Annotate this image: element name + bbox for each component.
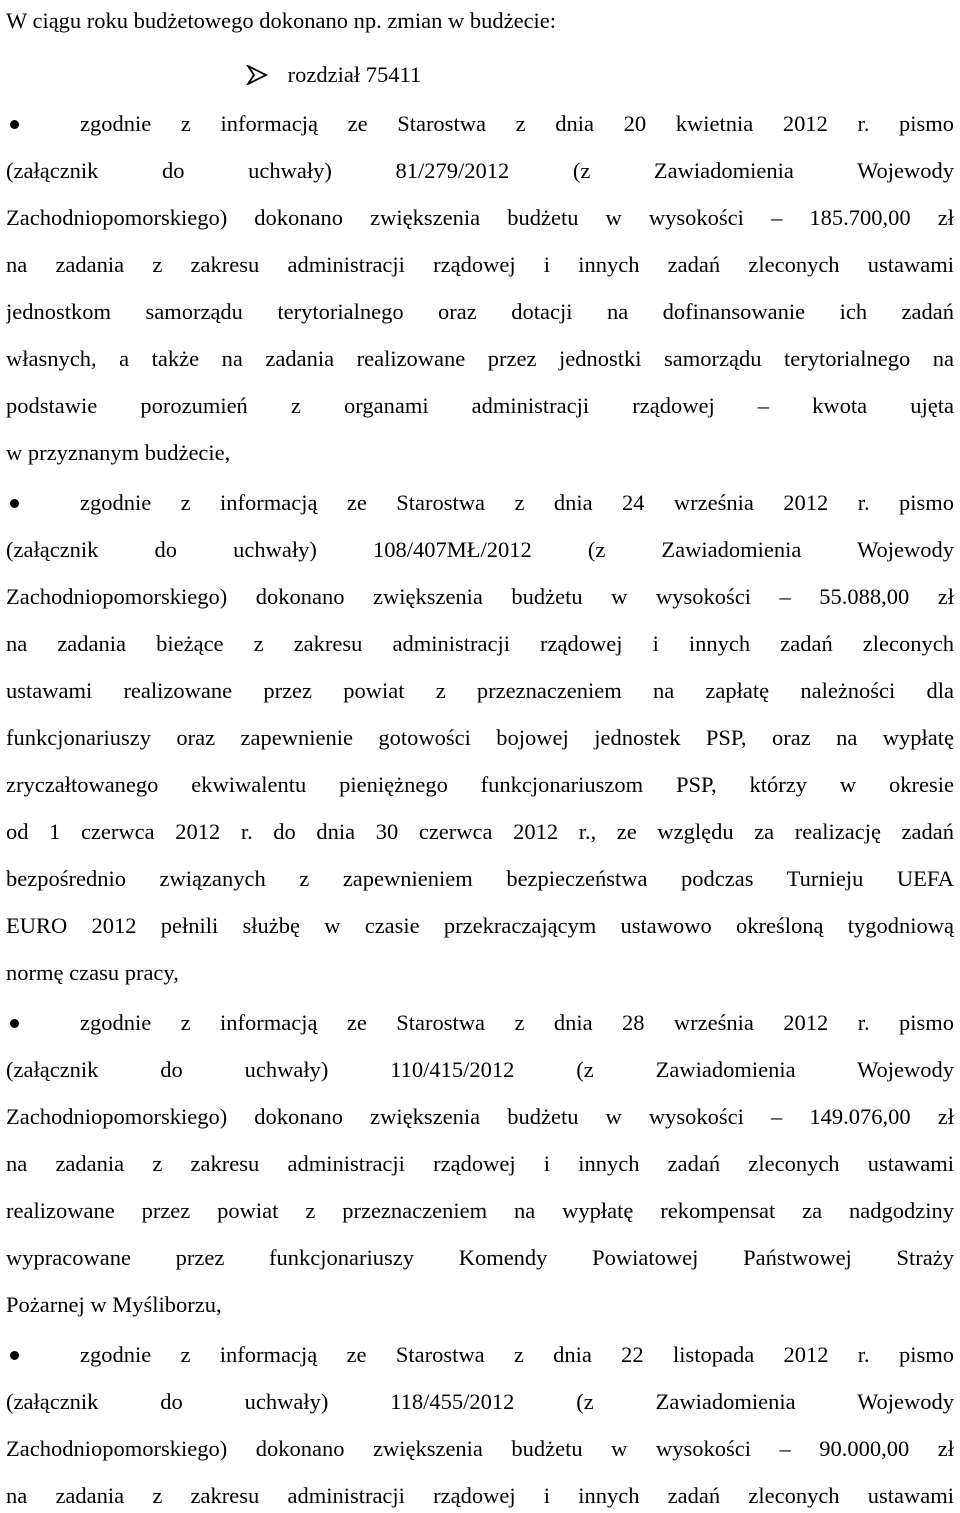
item-line: Zachodniopomorskiego) dokonano zwiększenia budżetu w wysokości – 55.088,00 zł	[6, 584, 954, 609]
intro-text: W ciągu roku budżetowego dokonano np. zmian w budżecie:	[6, 8, 557, 33]
item-line: Zachodniopomorskiego) dokonano zwiększenia budżetu w wysokości – 185.700,00 zł	[6, 205, 954, 230]
bullet-icon	[10, 1019, 19, 1028]
item-line: EURO 2012 pełnili służbę w czasie przekraczającym ustawowo określoną tygodniową	[6, 913, 954, 938]
section-label: rozdział 75411	[287, 62, 422, 87]
item-line: zgodnie z informacją ze Starostwa z dnia 22 listopada 2012 r. pismo	[80, 1342, 954, 1367]
item-line: ustawami realizowane przez powiat z przeznaczeniem na zapłatę należności dla	[6, 678, 954, 703]
list-item	[6, 1340, 954, 1370]
item-line: (załącznik do uchwały) 110/415/2012 (z Zawiadomienia Wojewody	[6, 1057, 954, 1082]
item-line: zgodnie z informacją ze Starostwa z dnia 24 września 2012 r. pismo	[80, 490, 954, 515]
list-item	[6, 488, 954, 518]
item-line: Zachodniopomorskiego) dokonano zwiększenia budżetu w wysokości – 90.000,00 zł	[6, 1436, 954, 1461]
item-line: na zadania z zakresu administracji rządowej i innych zadań zleconych ustawami	[6, 1483, 954, 1508]
item-line: Zachodniopomorskiego) dokonano zwiększenia budżetu w wysokości – 149.076,00 zł	[6, 1104, 954, 1129]
item-line: zgodnie z informacją ze Starostwa z dnia 28 września 2012 r. pismo	[80, 1010, 954, 1035]
item-line: na zadania z zakresu administracji rządowej i innych zadań zleconych ustawami	[6, 1151, 954, 1176]
item-line: jednostkom samorządu terytorialnego oraz dotacji na dofinansowanie ich zadań	[6, 299, 954, 324]
item-line: podstawie porozumień z organami administracji rządowej – kwota ujęta	[6, 393, 954, 418]
item-line: realizowane przez powiat z przeznaczeniem na wypłatę rekompensat za nadgodziny	[6, 1198, 954, 1223]
item-line: w przyznanym budżecie,	[6, 440, 231, 465]
item-line: normę czasu pracy,	[6, 960, 179, 985]
item-line: (załącznik do uchwały) 108/407MŁ/2012 (z Zawiadomienia Wojewody	[6, 537, 954, 562]
item-line: (załącznik do uchwały) 118/455/2012 (z Zawiadomienia Wojewody	[6, 1389, 954, 1414]
item-line: funkcjonariuszy oraz zapewnienie gotowości bojowej jednostek PSP, oraz na wypłatę	[6, 725, 954, 750]
bullet-icon	[10, 499, 19, 508]
section-heading	[246, 60, 421, 90]
item-line: na zadania bieżące z zakresu administracji rządowej i innych zadań zleconych	[6, 631, 954, 656]
arrow-marker-icon	[246, 60, 282, 90]
item-line: wypracowane przez funkcjonariuszy Komendy Powiatowej Państwowej Straży	[6, 1245, 954, 1270]
list-item	[6, 1008, 954, 1038]
item-line: na zadania z zakresu administracji rządowej i innych zadań zleconych ustawami	[6, 252, 954, 277]
list-item	[6, 109, 954, 139]
item-line: zgodnie z informacją ze Starostwa z dnia 20 kwietnia 2012 r. pismo	[80, 111, 954, 136]
bullet-icon	[10, 120, 19, 129]
item-line: własnych, a także na zadania realizowane przez jednostki samorządu terytorialnego na	[6, 346, 954, 371]
item-line: Pożarnej w Myśliborzu,	[6, 1292, 222, 1317]
item-line: zryczałtowanego ekwiwalentu pieniężnego funkcjonariuszom PSP, którzy w okresie	[6, 772, 954, 797]
bullet-icon	[10, 1351, 19, 1360]
item-line: od 1 czerwca 2012 r. do dnia 30 czerwca 2012 r., ze względu za realizację zadań	[6, 819, 954, 844]
item-line: (załącznik do uchwały) 81/279/2012 (z Zawiadomienia Wojewody	[6, 158, 954, 183]
item-line: bezpośrednio związanych z zapewnieniem bezpieczeństwa podczas Turnieju UEFA	[6, 866, 954, 891]
